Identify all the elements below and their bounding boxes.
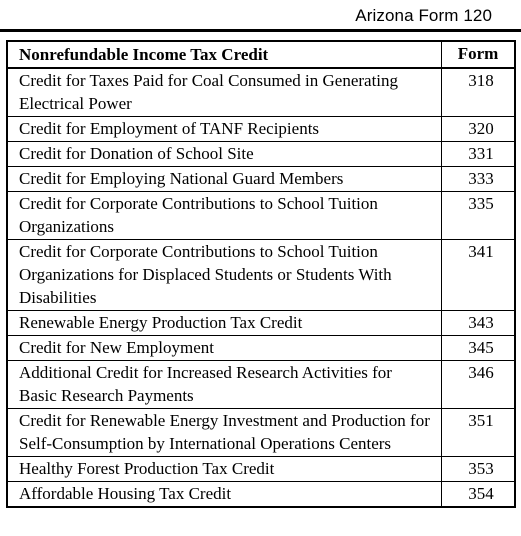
column-header-form: Form <box>442 41 516 68</box>
table-row <box>7 68 515 117</box>
table-row <box>7 192 515 240</box>
table-row <box>7 336 515 361</box>
form-number: 354 <box>442 482 516 508</box>
credit-name: Credit for Taxes Paid for Coal Consumed in Generating Electrical Power <box>7 68 442 117</box>
form-number: 320 <box>442 117 516 142</box>
credits-table <box>6 40 516 508</box>
form-number: 318 <box>442 68 516 117</box>
header-rule <box>0 29 521 32</box>
credit-name: Additional Credit for Increased Research Activities for Basic Research Payments <box>7 361 442 409</box>
form-number: 345 <box>442 336 516 361</box>
form-number: 343 <box>442 311 516 336</box>
credit-name: Credit for New Employment <box>7 336 442 361</box>
credit-name: Credit for Corporate Contributions to School Tuition Organizations for Displaced Students or Students With Disabilities <box>7 240 442 311</box>
form-number: 346 <box>442 361 516 409</box>
table-header-row <box>7 41 515 68</box>
table-row <box>7 311 515 336</box>
form-number: 333 <box>442 167 516 192</box>
form-number: 353 <box>442 457 516 482</box>
form-number: 341 <box>442 240 516 311</box>
column-header-credit: Nonrefundable Income Tax Credit <box>7 41 442 68</box>
table-row <box>7 117 515 142</box>
form-number: 351 <box>442 409 516 457</box>
credit-name: Credit for Employing National Guard Members <box>7 167 442 192</box>
credit-name: Affordable Housing Tax Credit <box>7 482 442 508</box>
table-row <box>7 409 515 457</box>
table-row <box>7 167 515 192</box>
credit-name: Healthy Forest Production Tax Credit <box>7 457 442 482</box>
form-label: Arizona Form 120 <box>355 6 492 25</box>
table-row <box>7 457 515 482</box>
form-number: 335 <box>442 192 516 240</box>
form-number: 331 <box>442 142 516 167</box>
credit-name: Renewable Energy Production Tax Credit <box>7 311 442 336</box>
table-row <box>7 482 515 508</box>
credit-name: Credit for Renewable Energy Investment and Production for Self-Consumption by International Operations Centers <box>7 409 442 457</box>
table-row <box>7 142 515 167</box>
table-row <box>7 361 515 409</box>
table-row <box>7 240 515 311</box>
credit-name: Credit for Corporate Contributions to School Tuition Organizations <box>7 192 442 240</box>
credit-name: Credit for Employment of TANF Recipients <box>7 117 442 142</box>
credit-name: Credit for Donation of School Site <box>7 142 442 167</box>
